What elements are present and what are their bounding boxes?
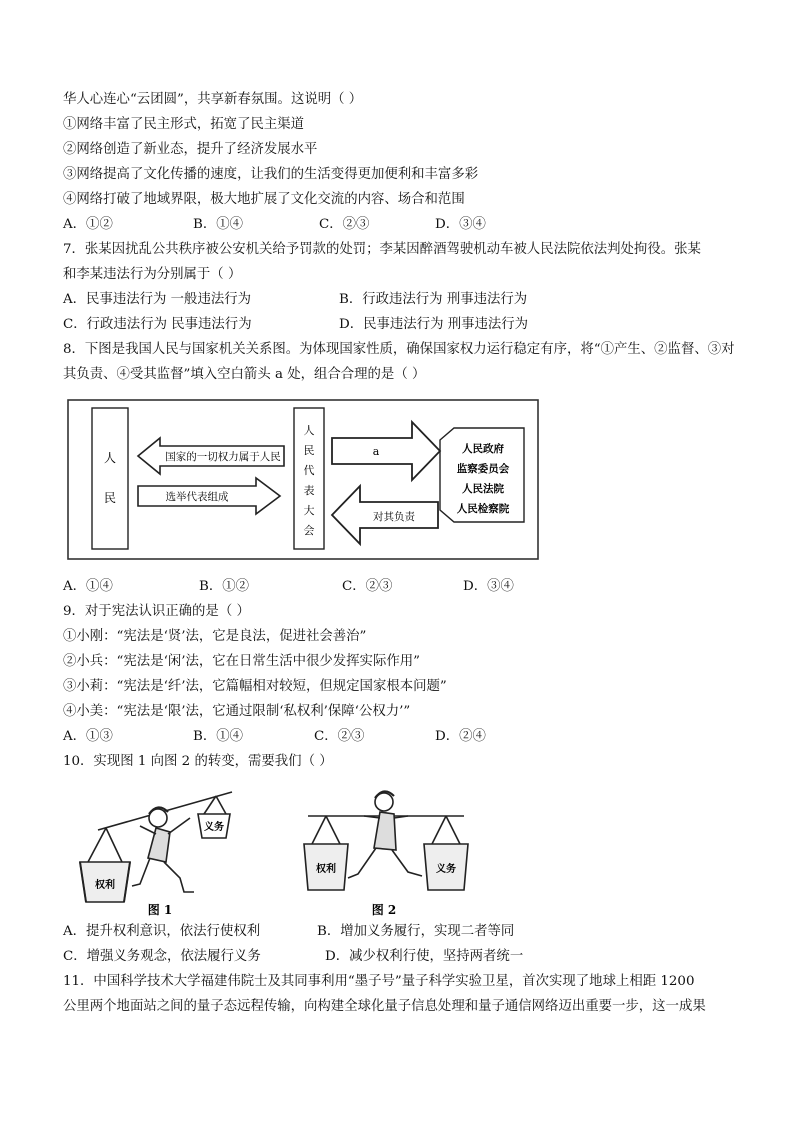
q8-option-c: C．②③ [342,579,393,594]
q6-statement-1: ①网络丰富了民主形式，拓宽了民主渠道 [63,117,305,132]
figure-1-duty-label: 义务 [204,822,224,833]
q6-statement-3: ③网络提高了文化传播的速度，让我们的生活变得更加便利和丰富多彩 [63,167,479,182]
congress-label [304,424,315,537]
q10-options-row2 [63,948,713,966]
power-belongs-arrow [138,438,284,474]
power-belongs-label: 国家的一切权力属于人民 [165,451,281,463]
q10-option-c: C．增强义务观念，依法履行义务 [63,949,261,964]
congress-char: 代 [303,464,315,477]
congress-char: 民 [303,444,315,457]
q6-stem-tail: 华人心连心“云团圆”，共享新春氛围。这说明（ ） [63,92,363,107]
q7-options-row1 [63,291,663,309]
q10-option-a: A．提升权利意识，依法行使权利 [63,924,261,939]
q7-options-row2 [63,316,663,334]
q6-option-c: C．②③ [319,217,370,232]
organ-government: 人民政府 [462,443,504,455]
organ-supervisory-commission: 监察委员会 [456,463,510,475]
q6-option-a: A．①② [63,217,113,232]
q9-option-a: A．①③ [63,729,113,744]
q8-option-a: A．①④ [63,579,113,594]
q8-options [63,578,663,596]
q9-option-d: D．②④ [435,729,486,744]
people-char-1: 人 [103,451,117,465]
figure-1-rights-label: 权利 [95,880,115,891]
people-char-2: 民 [103,491,117,505]
organ-court: 人民法院 [462,483,504,495]
q8-option-b: B．①② [199,579,250,594]
q6-option-d: D．③④ [435,217,486,232]
q9-stem: 9．对于宪法认识正确的是（ ） [63,604,250,619]
congress-char: 大 [303,504,315,517]
q11-stem-line2: 公里两个地面站之间的量子态远程传输，向构建全球化量子信息处理和量子通信网络迈出重要一步，这一成果 [63,999,706,1014]
q8-stem-line2: 其负责、④受其监督”填入空白箭头 a 处，组合合理的是（ ） [63,367,426,382]
q7-option-b: B．行政违法行为 刑事违法行为 [339,292,528,307]
q11-stem-line1: 11．中国科学技术大学福建伟院士及其同事利用“墨子号”量子科学实验卫星，首次实现了地球上相距 1200 [63,974,695,989]
q9-statement-2: ②小兵：“宪法是‘闲’法，它在日常生活中很少发挥实际作用” [63,654,420,669]
figure-1-cartoon [70,778,250,918]
figure-2-cartoon [296,778,476,918]
q7-option-d: D．民事违法行为 刑事违法行为 [339,317,529,332]
blank-arrow-a [332,422,440,480]
elect-representatives-arrow [138,478,280,514]
q7-stem-line1: 7．张某因扰乱公共秩序被公安机关给予罚款的处罚；李某因醉酒驾驶机动车被人民法院依法判处拘役。张某 [63,242,701,257]
organ-procuratorate: 人民检察院 [456,503,510,515]
q8-stem-line1: 8．下图是我国人民与国家机关关系图。为体现国家性质，确保国家权力运行稳定有序，将“①产生、②监督、③对 [63,342,735,357]
figure-2-duty-label: 义务 [436,864,456,875]
q10-stem: 10．实现图 1 向图 2 的转变，需要我们（ ） [63,754,333,769]
q9-statement-4: ④小美：“宪法是‘限’法，它通过限制‘私权利’保障‘公权力’” [63,704,411,719]
responsible-label: 对其负责 [373,511,415,523]
state-organs-box [440,428,524,522]
responsible-arrow [332,486,438,544]
figure-2-caption: 图 2 [371,903,397,917]
q9-statement-3: ③小莉：“宪法是‘纤’法，它篇幅相对较短，但规定国家根本问题” [63,679,447,694]
q6-options [63,216,663,234]
q8-option-d: D．③④ [463,579,514,594]
q6-statement-2: ②网络创造了新业态，提升了经济发展水平 [63,142,318,157]
q6-option-b: B．①④ [193,217,244,232]
q10-option-d: D．减少权利行使，坚持两者统一 [325,949,524,964]
q9-options [63,728,663,746]
people-box [92,408,128,549]
q10-options-row1 [63,923,713,941]
q7-option-a: A．民事违法行为 一般违法行为 [63,292,252,307]
congress-char: 会 [303,524,315,537]
figure-1-caption: 图 1 [147,903,173,917]
congress-char: 人 [303,424,315,437]
q7-stem-line2: 和李某违法行为分别属于（ ） [63,267,242,282]
elect-representatives-label: 选举代表组成 [165,491,229,503]
people-state-organs-diagram [66,398,540,561]
q10-option-b: B．增加义务履行，实现二者等同 [317,924,515,939]
q6-statement-4: ④网络打破了地域界限，极大地扩展了文化交流的内容、场合和范围 [63,192,465,207]
figure-2-rights-label: 权利 [316,864,336,875]
q9-option-b: B．①④ [193,729,244,744]
q9-statement-1: ①小刚：“宪法是‘贤’法，它是良法，促进社会善治” [63,629,367,644]
arrow-a-label: a [372,445,380,458]
congress-char: 表 [303,484,315,497]
q7-option-c: C．行政违法行为 民事违法行为 [63,317,252,332]
congress-box [294,408,324,549]
q9-option-c: C．②③ [314,729,365,744]
